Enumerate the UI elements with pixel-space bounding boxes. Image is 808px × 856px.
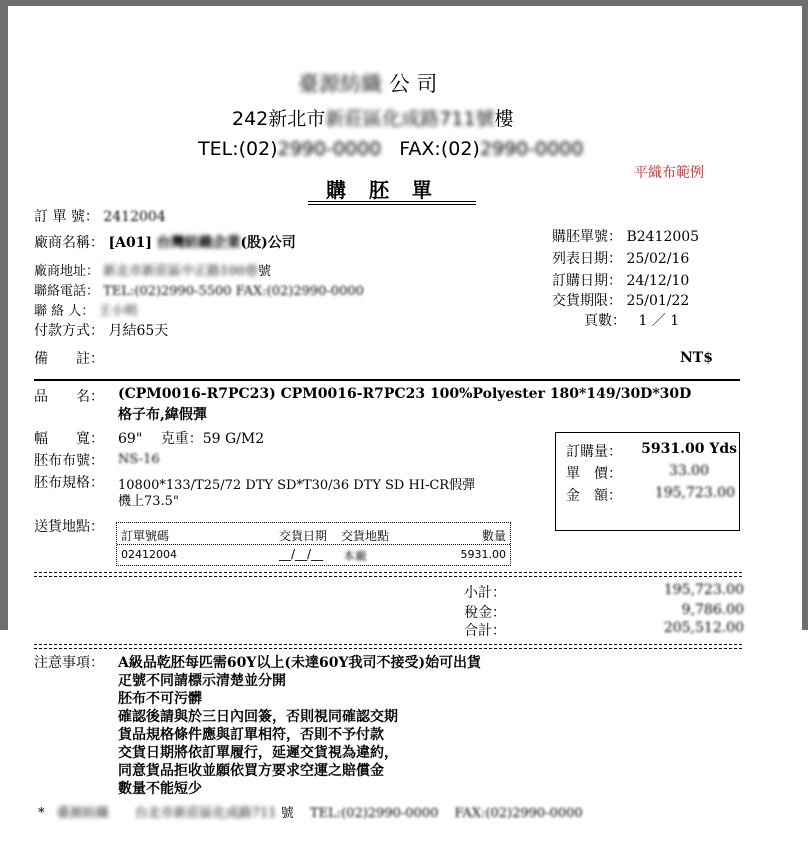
phone-label: 聯絡電話：: [34, 284, 100, 299]
title-underline-1: [308, 201, 476, 202]
pages-label: 頁數：: [584, 313, 626, 329]
address-suffix: 樓: [494, 108, 514, 130]
weight-label: 克重：: [160, 431, 203, 447]
delivery-value: 25/01/22: [626, 293, 690, 309]
footer-line: [38, 802, 583, 821]
po-no-value: B2412005: [626, 229, 700, 245]
note-line-1: A級品乾胚每匹需60Y以上(未達60Y我司不接受)始可出貨: [118, 655, 482, 671]
vendor-address-row: [34, 260, 271, 279]
total-value-wrap: [664, 620, 744, 636]
window-frame-right: [802, 0, 808, 630]
item-name-value-2: 格子布,緯假彈: [118, 407, 207, 423]
print-date-label: 列表日期：: [552, 251, 622, 267]
qty-value: 5931.00 Yds: [641, 441, 737, 457]
ship-table: [116, 522, 511, 566]
note-line-7: 同意貨品拒收並願依買方要求空運之賠償金: [118, 763, 384, 779]
phone-value: TEL:(02)2990-5500: [103, 284, 232, 299]
company-phone-fax: [198, 138, 583, 160]
qty-label: 訂購量：: [566, 444, 622, 460]
subtotal-value: 195,723.00: [663, 582, 744, 598]
document-page: [8, 6, 802, 856]
price-label: 單 價：: [566, 466, 622, 482]
ship-row-qty: 5931.00: [460, 548, 506, 561]
total-value: 205,512.00: [663, 620, 744, 636]
footer-star: *: [38, 806, 45, 821]
phone-row: [34, 280, 364, 299]
payment-row: [34, 320, 168, 340]
ship-header-date: 交貨日期: [279, 529, 328, 543]
item-name-value: (CPM0016-R7PC23) CPM0016-R7PC23 100%Polyester 180*149/30D*30D: [118, 386, 692, 402]
price-value: 33.00: [668, 463, 709, 479]
ship-row-date: __/__/__: [279, 547, 324, 561]
vendor-label: 廠商名稱：: [34, 235, 104, 251]
delivery-row: [552, 290, 689, 310]
remark-label: 備 註：: [34, 351, 104, 367]
pages-value: 1 ／ 1: [638, 313, 680, 329]
fax-label: FAX:(02): [399, 138, 480, 160]
address-prefix: 242新北市: [232, 108, 326, 130]
footer-address-suffix: 號: [280, 806, 294, 821]
contact-label: 聯 絡 人：: [34, 304, 95, 319]
footer-fax: FAX:(02)2990-0000: [454, 806, 583, 821]
footer-company-redacted: 臺源紡織: [56, 806, 109, 821]
spec-label: 胚布規格：: [34, 475, 104, 491]
ship-header-order-no: 訂單號碼: [121, 529, 170, 543]
subtotal-value-wrap: [664, 582, 744, 598]
fax-redacted: 2990-0000: [479, 138, 584, 160]
vendor-row: [34, 232, 296, 252]
vendor-name-redacted: 台灣紡織企業: [156, 235, 241, 251]
item-name-label: 品 名：: [34, 389, 104, 405]
note-line-6: 交貨日期將依訂單履行，延遲交貨視為違約，: [118, 745, 398, 761]
summary-box: [555, 432, 740, 531]
amount-value: 195,723.00: [654, 485, 735, 501]
contact-value: 王小明: [98, 304, 138, 319]
contact-row: [34, 300, 137, 319]
order-date-value: 24/12/10: [626, 273, 690, 289]
footer-tel: TEL:(02)2990-0000: [309, 806, 439, 821]
po-no-row: [552, 226, 699, 246]
company-name-redacted: 臺源紡織: [298, 72, 382, 96]
total-label: 合計：: [464, 623, 506, 639]
fabric-no-label: 胚布布號：: [34, 453, 104, 469]
weight-value: 59 G/M2: [202, 431, 265, 447]
vendor-code: [A01]: [108, 235, 153, 251]
ship-table-divider: [117, 544, 510, 545]
delivery-label: 交貨期限：: [552, 293, 622, 309]
phone-fax: FAX:(02)2990-0000: [235, 284, 364, 299]
sample-note: 平織布範例: [634, 165, 704, 181]
note-line-8: 數量不能短少: [118, 781, 202, 797]
spec-value-2: 機上73.5": [118, 494, 179, 509]
pages-row: [584, 310, 679, 330]
spec-value: 10800*133/T25/72 DTY SD*T30/36 DTY SD HI-CR假彈: [118, 478, 476, 493]
ship-header-place: 交貨地點: [341, 529, 390, 543]
order-no-row: [34, 206, 166, 226]
print-date-row: [552, 248, 689, 268]
currency: NT$: [680, 350, 713, 366]
note-line-3: 胚布不可污髒: [118, 691, 202, 707]
vendor-address-label: 廠商地址：: [34, 264, 100, 279]
note-line-2: 疋號不同請標示清楚並分開: [118, 673, 286, 689]
order-no-value: 2412004: [103, 209, 166, 225]
tel-redacted: 2990-0000: [277, 138, 382, 160]
notes-label: 注意事項：: [34, 655, 104, 671]
payment-label: 付款方式：: [34, 323, 104, 339]
ship-label: 送貨地點：: [34, 519, 104, 535]
payment-value: 月結65天: [108, 323, 169, 339]
company-address: [232, 104, 514, 131]
width-value: 69": [118, 431, 143, 447]
amount-label: 金 額：: [566, 488, 622, 504]
vendor-address-suffix: 號: [257, 264, 271, 279]
address-redacted: 新莊區化成路711號: [325, 108, 495, 130]
note-line-5: 貨品規格條件應與訂單相符，否則不予付款: [118, 727, 384, 743]
width-weight-row: [118, 428, 264, 448]
company-name: [298, 68, 437, 98]
vendor-address-redacted: 新北市新莊區中正路100巷: [103, 264, 258, 279]
order-date-row: [552, 270, 689, 290]
width-label: 幅 寬：: [34, 431, 104, 447]
fabric-no-redacted: NS-16: [118, 452, 160, 467]
ship-header-qty: 數量: [481, 529, 506, 543]
print-date-value: 25/02/16: [626, 251, 690, 267]
section-divider: [34, 379, 740, 381]
document-title: 購 胚 單: [326, 178, 440, 202]
tax-label: 稅金：: [464, 605, 506, 621]
tax-value: 9,786.00: [681, 602, 744, 618]
tax-value-wrap: [682, 602, 744, 618]
ship-row-order-no: 02412004: [121, 548, 177, 561]
subtotal-label: 小計：: [464, 585, 506, 601]
note-line-4: 確認後請與於三日內回簽，否則視同確認交期: [118, 709, 398, 725]
title-underline-2: [308, 204, 476, 205]
company-name-suffix: 公 司: [388, 72, 438, 96]
ship-row-place: 本廠: [343, 549, 368, 563]
order-no-label: 訂 單 號：: [34, 209, 99, 225]
tel-label: TEL:(02): [198, 138, 278, 160]
order-date-label: 訂購日期：: [552, 273, 622, 289]
footer-address-redacted: 台北市新莊區化成路711: [134, 806, 277, 821]
dashed-divider-1: [34, 572, 742, 577]
po-no-label: 購胚單號：: [552, 229, 622, 245]
dashed-divider-2: [34, 644, 742, 649]
vendor-name-suffix: (股)公司: [240, 235, 296, 251]
window-frame-left: [0, 0, 8, 630]
